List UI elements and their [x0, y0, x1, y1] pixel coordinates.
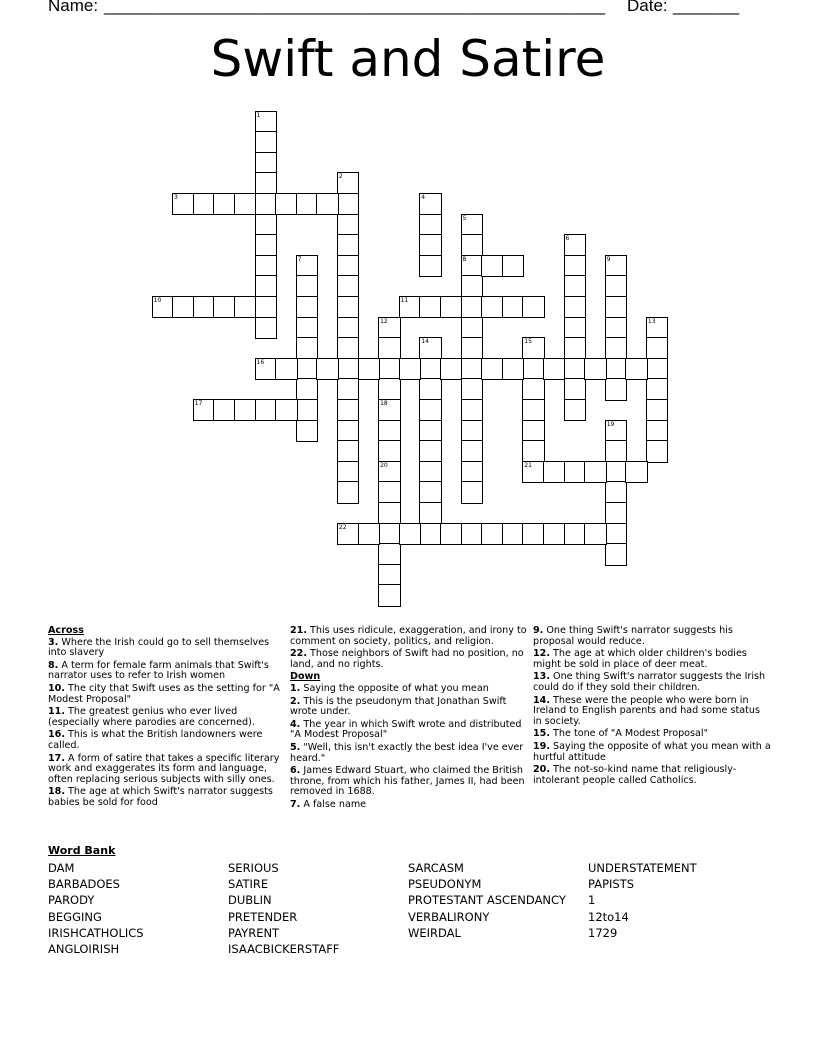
grid-cell[interactable] [419, 255, 442, 278]
grid-cell[interactable] [337, 440, 360, 463]
grid-cell[interactable] [255, 296, 278, 319]
clue-text: The age at which Swift's narrator suggests babies be sold for food [48, 786, 273, 808]
down-clue [290, 800, 528, 811]
grid-cell[interactable] [625, 461, 648, 484]
grid-cell[interactable] [419, 481, 442, 504]
grid-cell[interactable] [419, 523, 442, 546]
word-bank-item: IRISHCATHOLICS [48, 925, 144, 940]
grid-cell[interactable] [564, 399, 587, 422]
grid-cell[interactable] [213, 193, 236, 216]
grid-cell[interactable] [255, 131, 278, 154]
word-bank-item: SARCASM [408, 861, 464, 875]
across-heading: Across [48, 625, 84, 636]
grid-cell[interactable] [172, 296, 195, 319]
grid-cell[interactable] [378, 523, 401, 546]
grid-cell[interactable] [605, 275, 628, 298]
grid-cell[interactable] [564, 523, 587, 546]
page-title: Swift and Satire [210, 30, 606, 88]
grid-cell[interactable] [255, 317, 278, 340]
grid-cell[interactable] [646, 440, 669, 463]
grid-cell[interactable] [337, 317, 360, 340]
clue-number: 22 [338, 523, 347, 531]
grid-cell[interactable] [522, 523, 545, 546]
grid-cell[interactable] [255, 214, 278, 237]
grid-cell[interactable] [481, 358, 504, 381]
clue-number: 4. [290, 718, 301, 730]
clue-text: Saying the opposite of what you mean [300, 682, 489, 694]
grid-cell[interactable] [502, 523, 525, 546]
word-bank-title: Word Bank [48, 844, 116, 857]
down-clue [533, 729, 771, 740]
grid-cell[interactable] [193, 193, 216, 216]
clue-number: 9 [606, 255, 611, 263]
grid-cell[interactable] [337, 337, 360, 360]
grid-cell[interactable] [275, 399, 298, 422]
across-clue [48, 684, 286, 705]
grid-cell[interactable] [605, 296, 628, 319]
across-clue [290, 649, 528, 670]
across-clue [48, 754, 286, 786]
grid-cell[interactable] [337, 255, 360, 278]
grid-cell[interactable] [234, 399, 257, 422]
grid-cell[interactable] [502, 255, 525, 278]
grid-cell[interactable] [564, 358, 587, 381]
grid-cell[interactable] [193, 399, 216, 422]
grid-cell[interactable] [543, 523, 566, 546]
grid-cell[interactable] [646, 317, 669, 340]
clue-number: 8. [48, 659, 59, 671]
clue-number: 6 [565, 235, 570, 243]
across-clue [48, 730, 286, 751]
clue-number: 22. [290, 648, 307, 660]
grid-cell[interactable] [605, 420, 628, 443]
clue-text: The city that Swift uses as the setting for "A Modest Proposal" [48, 682, 280, 705]
grid-cell[interactable] [461, 378, 484, 401]
grid-cell[interactable] [275, 358, 298, 381]
clues-column-2 [290, 626, 528, 813]
down-clue [533, 765, 771, 786]
grid-cell[interactable] [461, 317, 484, 340]
grid-cell[interactable] [255, 111, 278, 134]
grid-cell[interactable] [461, 214, 484, 237]
grid-cell[interactable] [419, 337, 442, 360]
down-clue [533, 742, 771, 763]
clue-text: One thing Swift's narrator suggests the Irish could do if they sold their children. [533, 671, 766, 693]
grid-cell[interactable] [502, 296, 525, 319]
word-bank-item: SATIRE [228, 877, 269, 892]
word-bank-column [228, 860, 339, 957]
grid-cell[interactable] [419, 440, 442, 463]
clues-column-3 [533, 626, 771, 788]
grid-cell[interactable] [461, 358, 484, 381]
grid-cell[interactable] [461, 420, 484, 443]
clue-number: 20 [380, 461, 388, 469]
grid-cell[interactable] [522, 420, 545, 443]
grid-cell[interactable] [275, 193, 298, 216]
word-bank-item: PSEUDONYM [408, 877, 482, 892]
grid-cell[interactable] [296, 420, 319, 443]
grid-cell[interactable] [378, 440, 401, 463]
grid-cell[interactable] [193, 296, 216, 319]
grid-cell[interactable] [481, 255, 504, 278]
grid-cell[interactable] [296, 358, 319, 381]
grid-cell[interactable] [337, 275, 360, 298]
grid-cell[interactable] [378, 502, 401, 525]
clue-number: 4 [421, 193, 426, 201]
grid-cell[interactable] [440, 358, 463, 381]
grid-cell[interactable] [378, 378, 401, 401]
grid-cell[interactable] [605, 543, 628, 566]
grid-cell[interactable] [337, 234, 360, 257]
down-clue [290, 720, 528, 741]
grid-cell[interactable] [378, 564, 401, 587]
word-bank-item: VERBALIRONY [408, 909, 490, 924]
grid-cell[interactable] [522, 378, 545, 401]
grid-cell[interactable] [461, 481, 484, 504]
clue-number: 16. [48, 729, 65, 741]
clue-text: Those neighbors of Swift had no position, no land, and no rights. [290, 648, 524, 670]
across-clue [290, 626, 528, 647]
word-bank-item: 1 [588, 893, 596, 908]
grid-cell[interactable] [378, 543, 401, 566]
grid-cell[interactable] [378, 317, 401, 340]
clue-text: James Edward Stuart, who claimed the British throne, from which his father, James II, had been removed in 1688. [290, 765, 525, 798]
clue-number: 18 [380, 399, 388, 407]
clue-number: 10 [153, 296, 162, 304]
clue-text: The not-so-kind name that religiously-intolerant people called Catholics. [533, 764, 737, 786]
grid-cell[interactable] [522, 337, 545, 360]
grid-cell[interactable] [419, 378, 442, 401]
clue-number: 15. [533, 728, 550, 740]
clue-text: The year in which Swift wrote and distributed "A Modest Proposal" [290, 718, 522, 741]
clue-number: 14 [421, 338, 429, 346]
grid-cell[interactable] [419, 420, 442, 443]
grid-cell[interactable] [337, 214, 360, 237]
grid-cell[interactable] [378, 337, 401, 360]
grid-cell[interactable] [605, 502, 628, 525]
grid-cell[interactable] [255, 193, 278, 216]
across-clue [48, 661, 286, 682]
grid-cell[interactable] [234, 296, 257, 319]
grid-cell[interactable] [337, 523, 360, 546]
word-bank-item: SERIOUS [228, 861, 279, 875]
grid-cell[interactable] [234, 193, 257, 216]
clue-text: This uses ridicule, exaggeration, and irony to comment on society, politics, and religion. [290, 625, 527, 647]
date-label: Date: [627, 0, 668, 15]
down-clue [290, 743, 528, 764]
clue-number: 17 [194, 399, 203, 407]
grid-cell[interactable] [461, 461, 484, 484]
clue-text: Where the Irish could go to sell themselves into slavery [48, 636, 270, 659]
clue-number: 10. [48, 682, 65, 694]
word-bank-item: ISAACBICKERSTAFF [228, 942, 340, 957]
word-bank-column [588, 860, 697, 941]
grid-cell[interactable] [399, 523, 422, 546]
clue-number: 18. [48, 786, 65, 798]
clue-text: A false name [300, 798, 367, 810]
grid-cell[interactable] [522, 399, 545, 422]
grid-cell[interactable] [419, 358, 442, 381]
clue-number: 1 [256, 111, 261, 119]
grid-cell[interactable] [461, 523, 484, 546]
down-clue [533, 696, 771, 728]
grid-cell[interactable] [172, 193, 195, 216]
grid-cell[interactable] [481, 523, 504, 546]
grid-cell[interactable] [296, 193, 319, 216]
grid-cell[interactable] [255, 172, 278, 195]
grid-cell[interactable] [461, 399, 484, 422]
clue-text: Saying the opposite of what you mean with a hurtful attitude [533, 740, 771, 763]
clue-text: A term for female farm animals that Swift's narrator uses to refer to Irish women [48, 659, 269, 682]
clue-text: This is the pseudonym that Jonathan Swift wrote under. [290, 695, 507, 718]
grid-cell[interactable] [316, 193, 339, 216]
clue-number: 5 [462, 214, 467, 222]
grid-cell[interactable] [337, 399, 360, 422]
clue-number: 2 [338, 173, 343, 181]
grid-cell[interactable] [337, 420, 360, 443]
grid-cell[interactable] [419, 502, 442, 525]
clue-number: 1. [290, 682, 301, 694]
grid-cell[interactable] [605, 317, 628, 340]
grid-cell[interactable] [543, 461, 566, 484]
grid-cell[interactable] [255, 275, 278, 298]
grid-cell[interactable] [605, 523, 628, 546]
clue-number: 5. [290, 741, 301, 753]
down-clue [290, 697, 528, 718]
grid-cell[interactable] [419, 296, 442, 319]
clue-text: The age at which older children's bodies might be sold in place of deer meat. [533, 648, 747, 670]
clue-number: 12 [380, 317, 388, 325]
clue-text: The greatest genius who ever lived (especially where parodies are concerned). [48, 706, 255, 728]
name-line[interactable]: _____________________________________________________ [104, 0, 606, 15]
down-heading: Down [290, 671, 321, 683]
clue-number: 19. [533, 740, 550, 752]
grid-cell[interactable] [543, 358, 566, 381]
grid-cell[interactable] [255, 399, 278, 422]
grid-cell[interactable] [337, 296, 360, 319]
grid-cell[interactable] [399, 358, 422, 381]
grid-cell[interactable] [605, 481, 628, 504]
grid-cell[interactable] [564, 378, 587, 401]
across-clue [48, 638, 286, 659]
date-line[interactable]: _______ [673, 0, 740, 15]
grid-cell[interactable] [646, 420, 669, 443]
down-clue [290, 684, 528, 695]
grid-cell[interactable] [605, 358, 628, 381]
grid-cell[interactable] [378, 461, 401, 484]
clue-number: 11. [48, 706, 65, 718]
grid-cell[interactable] [316, 358, 339, 381]
grid-cell[interactable] [419, 461, 442, 484]
word-bank-column [48, 860, 144, 957]
word-bank-item: ANGLOIRISH [48, 942, 120, 957]
grid-cell[interactable] [296, 378, 319, 401]
grid-cell[interactable] [625, 358, 648, 381]
word-bank-item: 12to14 [588, 909, 629, 924]
grid-cell[interactable] [255, 152, 278, 175]
grid-cell[interactable] [399, 296, 422, 319]
grid-cell[interactable] [296, 255, 319, 278]
grid-cell[interactable] [296, 275, 319, 298]
grid-cell[interactable] [481, 296, 504, 319]
grid-cell[interactable] [584, 523, 607, 546]
grid-cell[interactable] [378, 584, 401, 607]
clue-text: These were the people who were born in Ireland to English parents and had some status in society. [533, 694, 760, 727]
clue-number: 9. [533, 625, 544, 636]
clue-text: This is what the British landowners were called. [48, 729, 263, 751]
grid-cell[interactable] [461, 337, 484, 360]
grid-cell[interactable] [564, 234, 587, 257]
grid-cell[interactable] [378, 399, 401, 422]
grid-cell[interactable] [337, 461, 360, 484]
grid-cell[interactable] [564, 275, 587, 298]
clue-number: 19 [606, 420, 615, 428]
grid-cell[interactable] [152, 296, 175, 319]
clue-number: 7 [297, 255, 302, 263]
grid-cell[interactable] [440, 523, 463, 546]
grid-cell[interactable] [646, 337, 669, 360]
grid-cell[interactable] [337, 193, 360, 216]
clue-number: 3 [174, 193, 178, 201]
grid-cell[interactable] [378, 481, 401, 504]
grid-cell[interactable] [461, 296, 484, 319]
grid-cell[interactable] [584, 461, 607, 484]
word-bank-item: 1729 [588, 925, 618, 940]
grid-cell[interactable] [296, 296, 319, 319]
grid-cell[interactable] [337, 358, 360, 381]
clue-number: 12. [533, 648, 550, 660]
grid-cell[interactable] [564, 461, 587, 484]
grid-cell[interactable] [419, 193, 442, 216]
grid-cell[interactable] [358, 358, 381, 381]
grid-cell[interactable] [605, 440, 628, 463]
grid-cell[interactable] [605, 337, 628, 360]
grid-cell[interactable] [584, 358, 607, 381]
clue-text: The tone of "A Modest Proposal" [550, 728, 709, 740]
clue-number: 17. [48, 752, 65, 764]
grid-cell[interactable] [419, 399, 442, 422]
clue-text: A form of satire that takes a specific literary work and exaggerates its form and language, often replacing serious subjects with silly ones. [48, 752, 280, 785]
word-bank-item: BEGGING [48, 909, 102, 924]
grid-cell[interactable] [461, 440, 484, 463]
clue-number: 3. [48, 636, 59, 648]
grid-cell[interactable] [461, 234, 484, 257]
grid-cell[interactable] [564, 296, 587, 319]
across-clue [48, 787, 286, 808]
clue-number: 7. [290, 798, 301, 810]
grid-cell[interactable] [564, 337, 587, 360]
clue-number: 20. [533, 764, 550, 776]
word-bank-column [408, 860, 566, 941]
grid-cell[interactable] [378, 420, 401, 443]
down-clue [290, 766, 528, 798]
down-clue [533, 672, 771, 693]
grid-cell[interactable] [440, 296, 463, 319]
clue-number: 13. [533, 671, 550, 683]
word-bank-item: WEIRDAL [408, 925, 461, 940]
grid-cell[interactable] [564, 255, 587, 278]
grid-cell[interactable] [646, 358, 669, 381]
clue-number: 16 [256, 358, 265, 366]
grid-cell[interactable] [337, 481, 360, 504]
grid-cell[interactable] [213, 399, 236, 422]
clues-column-1 [48, 626, 286, 811]
word-bank-item: PAYRENT [228, 925, 280, 940]
clue-number: 21. [290, 625, 307, 636]
clue-number: 14. [533, 694, 550, 706]
word-bank-item: PAPISTS [588, 877, 635, 892]
grid-cell[interactable] [255, 255, 278, 278]
grid-cell[interactable] [522, 358, 545, 381]
grid-cell[interactable] [522, 440, 545, 463]
clue-number: 13 [647, 317, 656, 325]
grid-cell[interactable] [255, 358, 278, 381]
grid-cell[interactable] [337, 172, 360, 195]
word-bank-item: PARODY [48, 893, 95, 908]
grid-cell[interactable] [296, 399, 319, 422]
clue-text: "Well, this isn't exactly the best idea I've ever heard." [290, 741, 524, 764]
grid-cell[interactable] [605, 461, 628, 484]
grid-cell[interactable] [461, 255, 484, 278]
grid-cell[interactable] [461, 275, 484, 298]
word-bank-item: UNDERSTATEMENT [588, 861, 697, 875]
grid-cell[interactable] [605, 378, 628, 401]
clue-number: 21 [524, 461, 532, 469]
word-bank-item: BARBADOES [48, 877, 120, 892]
grid-cell[interactable] [646, 378, 669, 401]
down-clue [533, 626, 771, 647]
grid-cell[interactable] [419, 214, 442, 237]
clue-number: 15 [524, 338, 532, 346]
grid-cell[interactable] [502, 358, 525, 381]
clue-number: 11 [400, 296, 409, 304]
grid-cell[interactable] [605, 255, 628, 278]
word-bank-item: PRETENDER [228, 909, 298, 924]
clue-number: 2. [290, 695, 301, 707]
word-bank-item: DAM [48, 861, 75, 875]
down-clue [533, 649, 771, 670]
word-bank-item: DUBLIN [228, 893, 272, 908]
grid-cell[interactable] [296, 317, 319, 340]
clue-number: 8 [462, 255, 467, 263]
name-label: Name: [48, 0, 99, 15]
grid-cell[interactable] [337, 378, 360, 401]
grid-cell[interactable] [378, 358, 401, 381]
clue-text: One thing Swift's narrator suggests his proposal would reduce. [533, 625, 733, 647]
grid-cell[interactable] [522, 296, 545, 319]
clue-number: 6. [290, 765, 301, 777]
grid-cell[interactable] [419, 234, 442, 257]
grid-cell[interactable] [296, 337, 319, 360]
grid-cell[interactable] [358, 523, 381, 546]
grid-cell[interactable] [255, 234, 278, 257]
grid-cell[interactable] [564, 317, 587, 340]
word-bank-item: PROTESTANT ASCENDANCY [408, 893, 566, 908]
grid-cell[interactable] [522, 461, 545, 484]
grid-cell[interactable] [213, 296, 236, 319]
grid-cell[interactable] [646, 399, 669, 422]
across-clue [48, 707, 286, 728]
